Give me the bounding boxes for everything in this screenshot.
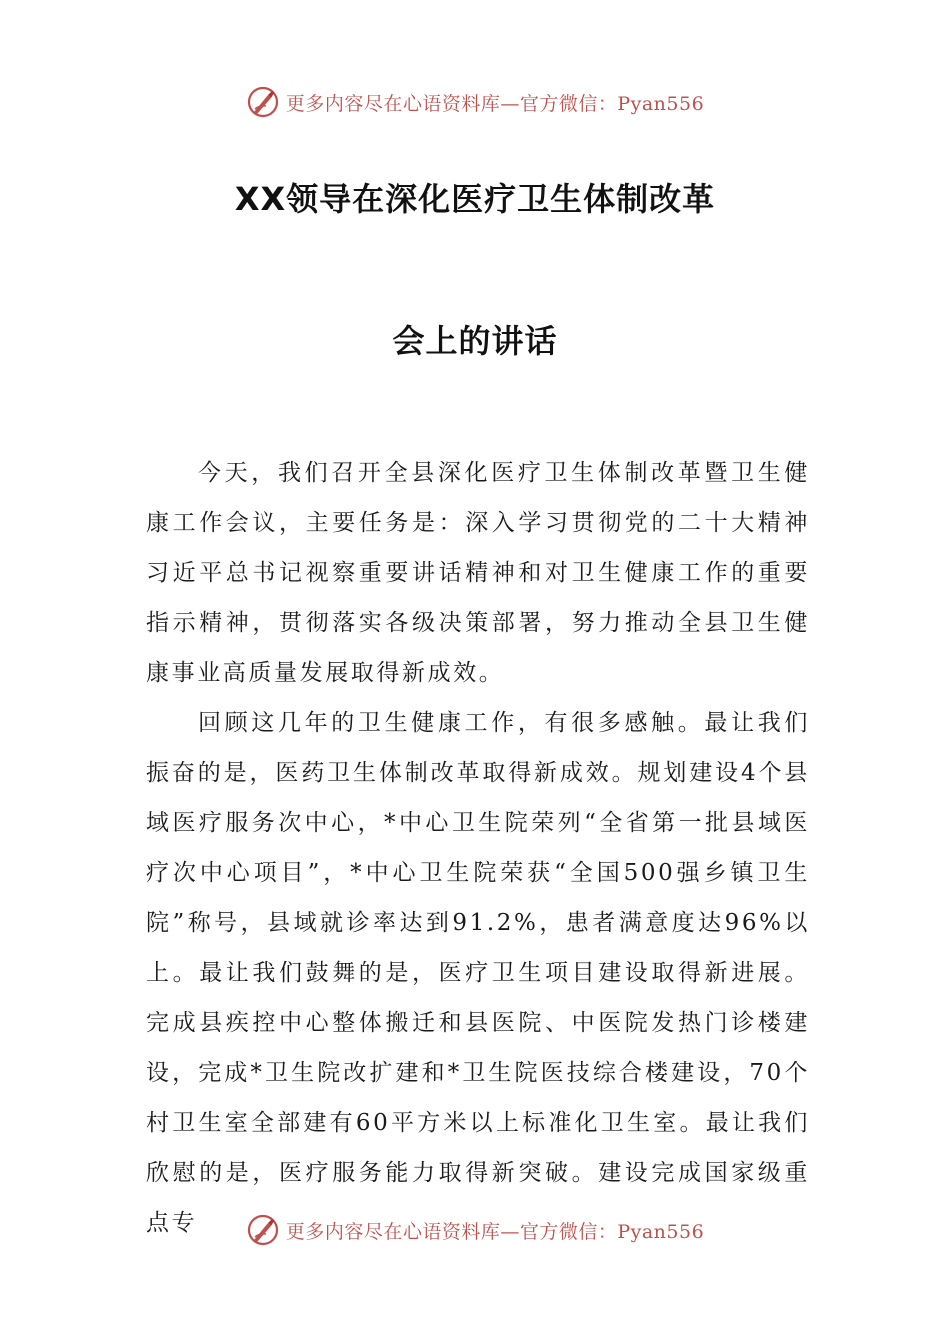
footer-banner	[0, 1210, 950, 1250]
footer-wechat-id: Pyan556	[617, 1220, 705, 1243]
footer-banner-text: 更多内容尽在心语资料库—官方微信：Pyan556	[285, 1220, 705, 1243]
header-banner-text: 更多内容尽在心语资料库—官方微信：Pyan556	[285, 92, 705, 115]
paragraph-1: 今天，我们召开全县深化医疗卫生体制改革暨卫生健康工作会议，主要任务是：深入学习贯彻党的二十大精神习近平总书记视察重要讲话精神和对卫生健康工作的重要指示精神，贯彻落实各级决策部署，努力推动全县卫生健康事业高质量发展取得新成效。	[146, 460, 810, 686]
document-body	[146, 448, 810, 1248]
page-title-line2: 会上的讲话	[392, 322, 558, 360]
pen-circle-logo-icon	[246, 1213, 280, 1247]
paragraph-2: 回顾这几年的卫生健康工作，有很多感触。最让我们振奋的是，医药卫生体制改革取得新成效。规划建设4个县域医疗服务次中心，*中心卫生院荣列“全省第一批县域医疗次中心项目”，*中心卫生院荣获“全国500强乡镇卫生院”称号，县域就诊率达到91.2%，患者满意度达96%以上。最让我们鼓舞的是，医疗卫生项目建设取得新进展。完成县疾控中心整体搬迁和县医院、中医院发热门诊楼建设，完成*卫生院改扩建和*卫生院医技综合楼建设，70个村卫生室全部建有60平方米以上标准化卫生室。最让我们欣慰的是，医疗服务能力取得新突破。建设完成国家级重点专	[146, 710, 810, 1236]
header-banner	[0, 82, 950, 122]
header-wechat-id: Pyan556	[617, 92, 705, 115]
page-title-line1: XX领导在深化医疗卫生体制改革	[234, 180, 716, 218]
pen-circle-logo-icon	[246, 85, 280, 119]
